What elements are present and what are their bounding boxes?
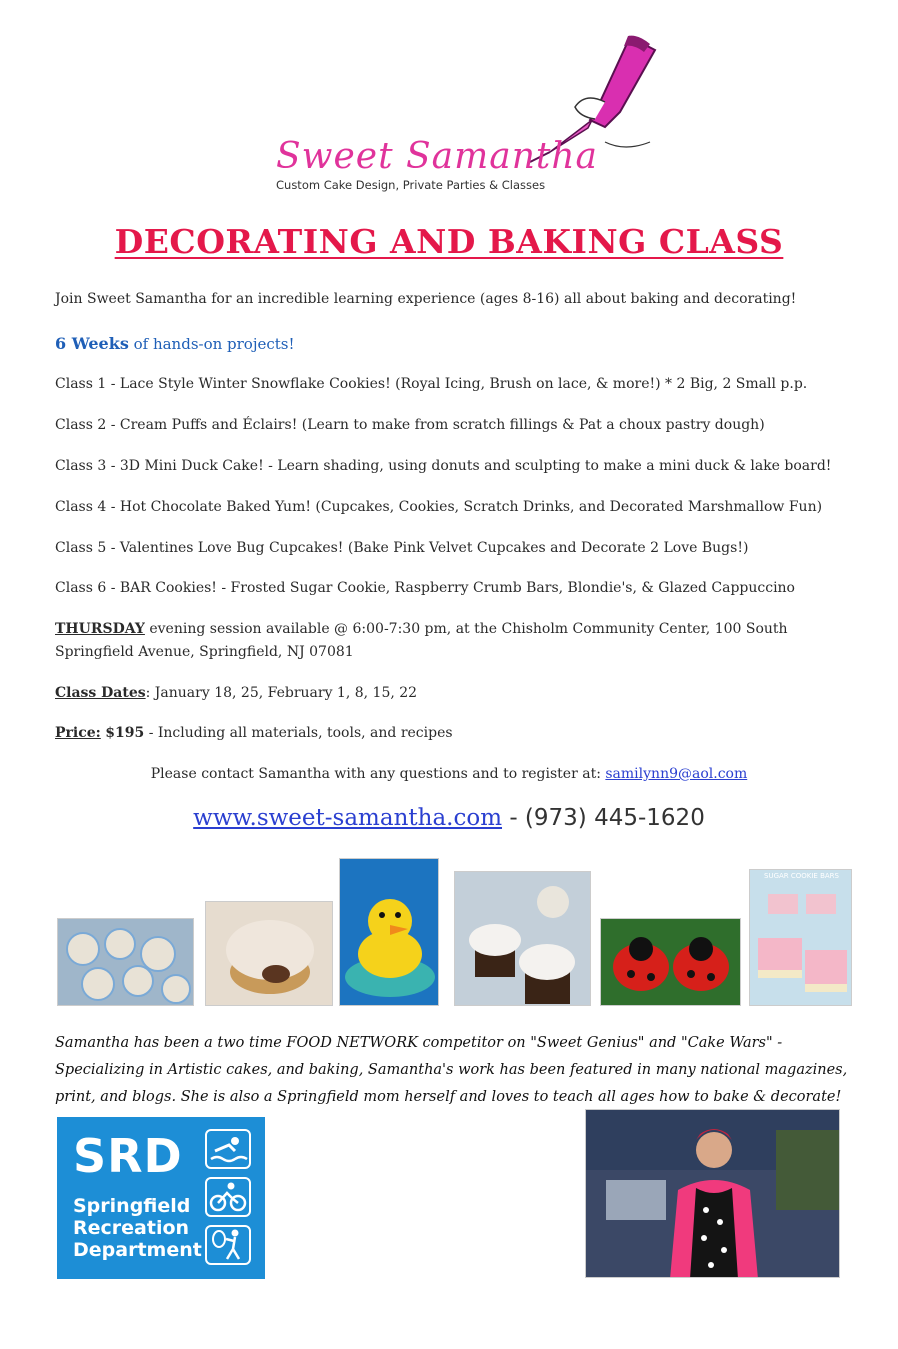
srd-line-2: Recreation <box>73 1217 190 1239</box>
website-link[interactable]: www.sweet-samantha.com <box>193 805 503 831</box>
srd-abbr: SRD <box>73 1129 183 1183</box>
session-text: evening session available @ 6:00-7:30 pm, at the Chisholm Community Center, 100 South Springfield Avenue, Springfield, NJ 07081 <box>55 621 788 660</box>
srd-line-3: Department <box>73 1239 202 1261</box>
contact-text: Please contact Samantha with any questions and to register at: <box>150 766 606 782</box>
contact-email-link[interactable]: samilynn9@aol.com <box>605 766 748 782</box>
class-item-5: Class 5 - Valentines Love Bug Cupcakes! (Bake Pink Velvet Cupcakes and Decorate 2 Love Bugs!) <box>55 540 749 556</box>
weeks-rest: of hands-on projects! <box>128 335 295 353</box>
price-rest: - Including all materials, tools, and recipes <box>144 725 453 741</box>
weeks-count: 6 Weeks <box>55 334 129 353</box>
price-amount: $195 <box>105 725 145 741</box>
hot-chocolate-cupcakes-photo <box>454 871 591 1006</box>
srd-logo <box>57 1117 265 1279</box>
cream-puff-photo <box>205 901 333 1006</box>
class-item-4: Class 4 - Hot Chocolate Baked Yum! (Cupcakes, Cookies, Scratch Drinks, and Decorated Marshmallow Fun) <box>55 499 823 515</box>
class-dates-label: Class Dates <box>55 685 146 701</box>
srd-name <box>73 1195 202 1261</box>
class-item-2: Class 2 - Cream Puffs and Éclairs! (Learn to make from scratch fillings & Pat a choux pastry dough) <box>55 417 765 433</box>
phone-number: - (973) 445-1620 <box>502 805 705 831</box>
session-day: THURSDAY <box>55 621 145 637</box>
class-item-1: Class 1 - Lace Style Winter Snowflake Cookies! (Royal Icing, Brush on lace, & more!) * 2 Big, 2 Small p.p. <box>55 376 808 392</box>
class-dates <box>55 682 865 705</box>
swimming-icon <box>205 1129 251 1169</box>
samantha-photo <box>585 1109 840 1278</box>
page-title: DECORATING AND BAKING CLASS <box>114 222 784 261</box>
srd-line-1: Springfield <box>73 1195 191 1217</box>
price-info <box>55 722 865 745</box>
snowflake-cookies-photo <box>57 918 194 1006</box>
intro-text: Join Sweet Samantha for an incredible learning experience (ages 8-16) all about baking and decorating! <box>55 291 797 307</box>
sugar-cookie-bars-photo <box>749 869 852 1006</box>
tennis-icon <box>205 1225 251 1265</box>
brand-tagline: Custom Cake Design, Private Parties & Classes <box>276 178 546 192</box>
duck-cake-photo <box>339 858 439 1006</box>
class-item-6: Class 6 - BAR Cookies! - Frosted Sugar Cookie, Raspberry Crumb Bars, Blondie's, & Glazed Cappuccino <box>55 580 795 596</box>
website-line <box>0 805 898 831</box>
brand-name: Sweet Samantha <box>276 136 599 177</box>
price-label: Price: <box>55 725 101 741</box>
bio-text: Samantha has been a two time FOOD NETWORK competitor on "Sweet Genius" and "Cake Wars" - Specializing in Artistic cakes, and baking, Samantha's work has been featured in many national magazines, print, and blogs. She is also a Springfield mom herself and loves to teach all ages how to bake & decorate! <box>55 1035 848 1105</box>
contact-line <box>0 763 898 786</box>
session-info <box>55 618 845 664</box>
love-bug-cupcakes-photo <box>600 918 741 1006</box>
weeks-heading <box>55 332 865 356</box>
class-dates-value: : January 18, 25, February 1, 8, 15, 22 <box>145 685 418 701</box>
cycling-icon <box>205 1177 251 1217</box>
class-item-3: Class 3 - 3D Mini Duck Cake! - Learn shading, using donuts and sculpting to make a mini duck & lake board! <box>55 458 832 474</box>
sugar-cookie-bars-caption: SUGAR COOKIE BARS <box>764 872 839 880</box>
